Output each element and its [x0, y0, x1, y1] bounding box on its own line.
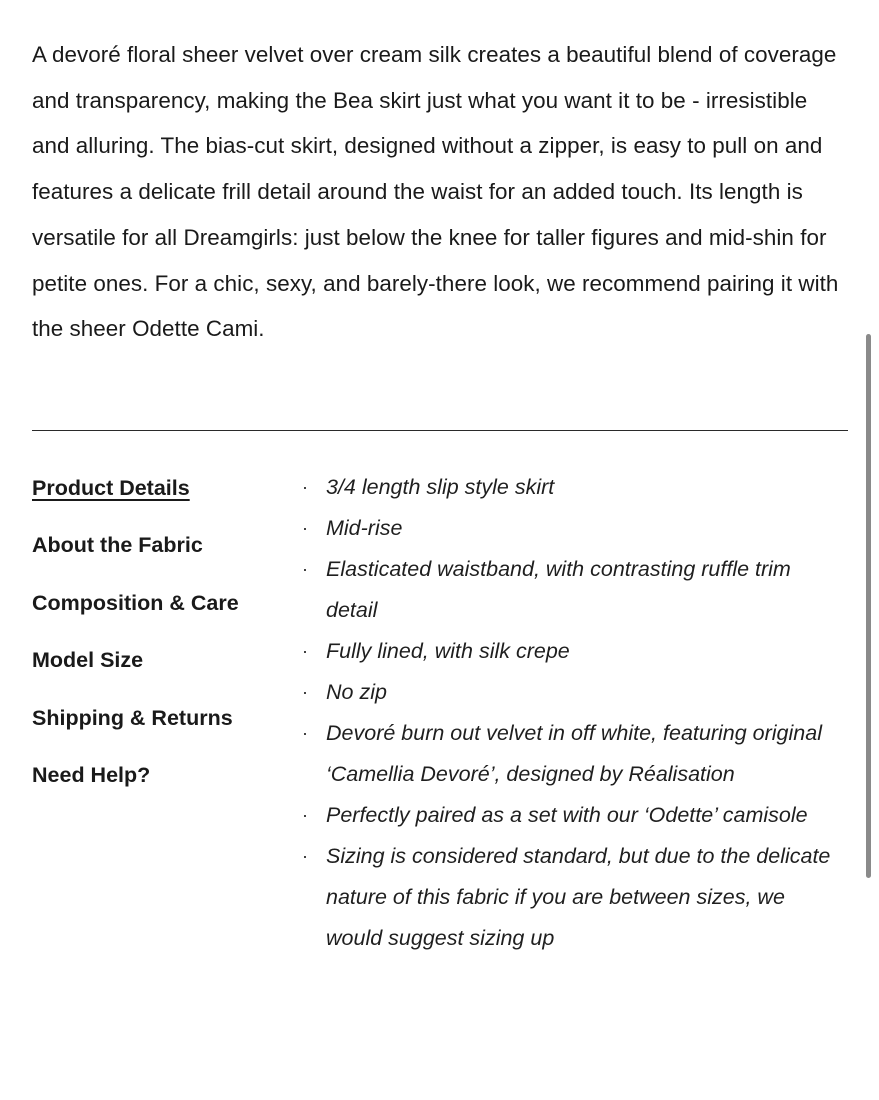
bullet-icon: ·: [302, 805, 308, 825]
list-item-text: 3/4 length slip style skirt: [326, 475, 555, 499]
info-tabs: [32, 465, 292, 809]
bullet-icon: ·: [302, 641, 308, 661]
tab-need-help[interactable]: Need Help?: [32, 762, 151, 787]
list-item-text: Perfectly paired as a set with our ‘Odette’ camisole: [326, 803, 808, 827]
scrollbar[interactable]: [866, 334, 871, 878]
bullet-icon: ·: [302, 518, 308, 538]
list-item-text: Devoré burn out velvet in off white, featuring original ‘Camellia Devoré’, designed by Réalisation: [326, 721, 822, 786]
list-item: [300, 713, 840, 795]
list-item-text: Sizing is considered standard, but due to the delicate nature of this fabric if you are between sizes, we would suggest sizing up: [326, 844, 831, 950]
bullet-icon: ·: [302, 682, 308, 702]
tab-composition-care[interactable]: Composition & Care: [32, 590, 239, 615]
tab-about-the-fabric[interactable]: About the Fabric: [32, 533, 203, 558]
tab-model-size[interactable]: Model Size: [32, 648, 144, 673]
product-description: A devoré floral sheer velvet over cream silk creates a beautiful blend of coverage and transparency, making the Bea skirt just what you want it to be - irresistible and alluring. The bias-cut skirt, designed without a zipper, is easy to pull on and features a delicate frill detail around the waist for an added touch. Its length is versatile for all Dreamgirls: just below the knee for taller figures and mid-shin for petite ones. For a chic, sexy, and barely-there look, we recommend pairing it with the sheer Odette Cami.: [32, 42, 839, 342]
list-item-text: Mid-rise: [326, 516, 403, 540]
list-item: [300, 672, 840, 713]
list-item: [300, 795, 840, 836]
list-item-text: No zip: [326, 680, 387, 704]
bullet-icon: ·: [302, 846, 308, 866]
list-item: [300, 836, 840, 959]
list-item: [300, 631, 840, 672]
product-details-list: [300, 467, 840, 959]
bullet-icon: ·: [302, 723, 308, 743]
list-item: [300, 508, 840, 549]
section-divider: [32, 430, 848, 431]
bullet-icon: ·: [302, 559, 308, 579]
tab-shipping-returns[interactable]: Shipping & Returns: [32, 705, 233, 730]
list-item-text: Fully lined, with silk crepe: [326, 639, 570, 663]
list-item-text: Elasticated waistband, with contrasting ruffle trim detail: [326, 557, 791, 622]
list-item: [300, 467, 840, 508]
tab-product-details[interactable]: Product Details: [32, 476, 190, 500]
bullet-icon: ·: [302, 477, 308, 497]
list-item: [300, 549, 840, 631]
